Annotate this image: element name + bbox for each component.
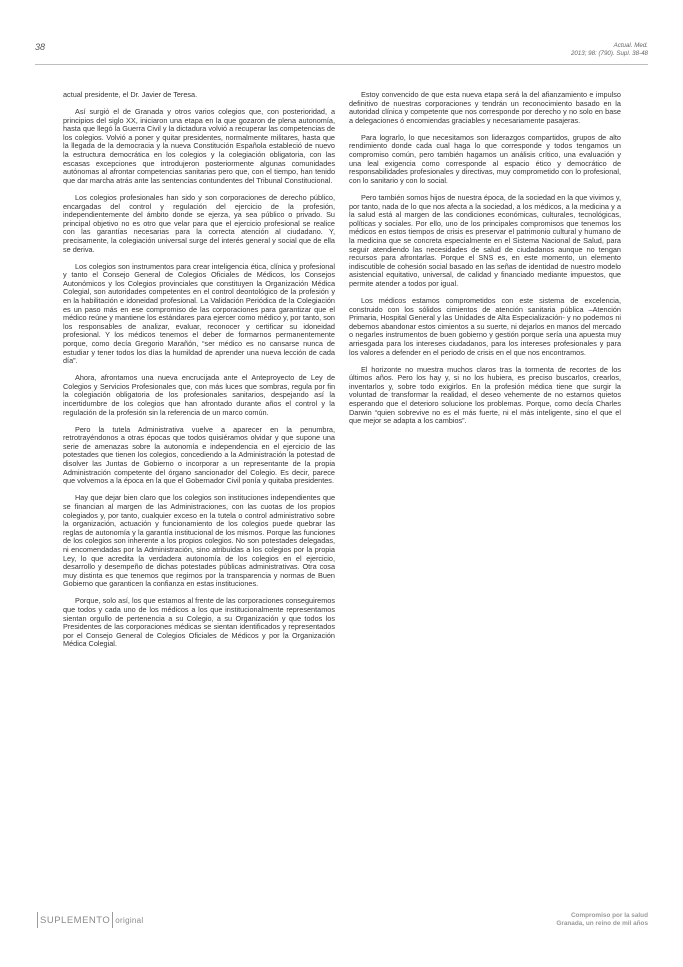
- paragraph: Porque, solo así, los que estamos al frente de las corporaciones conseguiremos que todos y cada uno de los médicos a los que institucionalmente representamos sientan orgullo de pertenencia a su Colegio, a su Organización y que todos los Presidentes de las corporaciones médicas se sientan identificados y representados por el Consejo General de Colegios Oficiales de Médicos y por la Organización Médica Colegial.: [63, 596, 335, 649]
- paragraph: Así surgió el de Granada y otros varios colegios que, con posterioridad, a principios del siglo XX, iniciaron una etapa en la que gozaron de plena autonomía, hasta que llegó la Guerra Civil y la dictadura volvió a recuperar las competencias de los colegios. Volvió a poner y quitar presidentes, normalmente militares, hasta que la llegada de la democracia y la nueva Constitución Española estableció de nuevo la estructura democrática en los colegios y la colegiación obligatoria, con las escasas excepciones que introdujeron posteriormente algunas comunidades autónomas al afrontar competencias sanitarias pero que, con el tiempo, han tenido que dar marcha atrás ante las sentencias contundentes del Tribunal Constitucional.: [63, 107, 335, 185]
- article-body: [63, 91, 621, 921]
- footer-title-line1: Compromiso por la salud: [570, 912, 648, 919]
- footer-title: [556, 912, 648, 929]
- paragraph: Los médicos estamos comprometidos con este sistema de excelencia, construido con los sólidos cimientos de atención sanitaria pública –Atención Primaria, Hospital General y las Unidades de Alta Especialización- y no podemos ni debemos abandonar estos cimientos a su suerte, ni dejarlos en manos del mercado o negarles instrumentos de buen gobierno y gestión porque sería una apuesta muy arriesgada para los intereses ciudadanos, para los intereses profesionales y para los valores a defender en el periodo de crisis en el que nos encontramos.: [349, 295, 621, 357]
- divider-bar: [112, 912, 113, 928]
- paragraph: Pero también somos hijos de nuestra época, de la sociedad en la que vivimos y, por tanto, nada de lo que nos afecta a la sociedad, a los médicos, a la medicina y a la salud está al margen de las condiciones económicas, culturales, tecnológicas, políticas y sociales. Por ello, uno de los principales compromisos que tenemos los médicos en estos tiempos de crisis es preservar el patrimonio cultural y humano de la medicina que se concreta especialmente en el Sistema Nacional de Salud, para seguir atendiendo las necesidades de salud de ciudadanos aunque no tengan recursos para afrontarlas. Porque el SNS es, en este momento, un elemento indiscutible de cohesión social basado en las señas de identidad de nuestro modelo asistencial equitativo, universal, de calidad y financiado mediante impuestos, que permite atender a todos por igual.: [349, 192, 621, 288]
- journal-citation: [571, 42, 648, 58]
- footer-brand: [35, 912, 144, 928]
- paragraph: Pero la tutela Administrativa vuelve a aparecer en la penumbra, retrotrayéndonos a otras épocas que todos quisiéramos olvidar y que supone una serie de amenazas sobre la autonomía e independencia en el ejercicio de las potestades que tienen los colegios, concediendo a la Administración la potestad de disolver las Juntas de Gobierno o incorporar a un representante de la propia Administración competente del órgano sancionador del Colegio. Es decir, parece que volvemos a la época en la que el Gobernador Civil ponía y quitaba presidentes.: [63, 424, 335, 486]
- page-number: 38: [35, 42, 46, 52]
- column-right: [349, 91, 621, 921]
- supplement-label: SUPLEMENTO: [40, 914, 111, 926]
- footer-title-line2: Granada, un reino de mil años: [556, 920, 648, 928]
- paragraph: El horizonte no muestra muchos claros tras la tormenta de recortes de los últimos años. Pero los hay y, si no los hubiera, es preciso buscarlos, crearlos, inventarlos y, sobre todo exigirlos. En la profesión médica tiene que surgir la voluntad de transformar la realidad, el deseo vehemente de no estarnos quietos esperando que el deterioro solucione los problemas. Porque, como decía Charles Darwin “quien sobrevive no es el más fuerte, ni el más inteligente, sino el que el que mejor se adapta a los cambios”.: [349, 364, 621, 426]
- paragraph: Los colegios profesionales han sido y son corporaciones de derecho público, encargadas del control y regulación del ejercicio de la profesión, independientemente del ámbito donde se ejerza, ya sea público o privado. Su principal objetivo no es otro que velar para que el ejercicio profesional se realice con las garantías necesarias para la correcta atención al ciudadano. Y, precisamente, la colegiación universal surge del interés general y social que de ella se deriva.: [63, 192, 335, 254]
- paragraph: Los colegios son instrumentos para crear inteligencia ética, clínica y profesional y tanto el Consejo General de Colegios Oficiales de Médicos, los Consejos Autonómicos y los Colegios provinciales que constituyen la Organización Médica Colegial, son autoridades competentes en el control deontológico de la profesión y en la habilitación e idoneidad profesional. La Validación Periódica de la Colegiación es un paso más en ese compromiso de las corporaciones para garantizar que el médico reúne y mantiene los estándares para ejercer como médico y, por tanto, son los responsables de analizar, evaluar, reconocer y certificar su idoneidad profesional. Y los médicos tenemos el deber de formarnos permanentemente porque, como decía Gregorio Marañón, “ser médico es no cansarse nunca de estudiar y tener todos los días la humildad de aprender una nueva lección de cada día”.: [63, 261, 335, 366]
- section-label: original: [115, 915, 144, 925]
- paragraph: Hay que dejar bien claro que los colegios son instituciones independientes que se financian al margen de las Administraciones, con las cuotas de los propios colegiados y, por tanto, cualquier exceso en la tutela o control administrativo sobre la organización, actuación y funcionamiento de los colegios puede quebrar las reglas de autonomía y la garantía institucional de los mismos. Porque las funciones de los colegios son inherente a los propios colegios. No son potestades delegadas, ni encomendadas por la Administración, sino atribuidas a los colegios por la propia Ley, lo que acredita la verdadera autonomía de los colegios en el ejercicio, desarrollo y desempeño de dichas potestades públicas administrativas. Otra cosa muy distinta es que tenemos que regirnos por la transparencia y normas de Buen Gobierno que garanticen la confianza en estas instituciones.: [63, 493, 335, 589]
- column-left: [63, 91, 335, 921]
- paragraph: Ahora, afrontamos una nueva encrucijada ante el Anteproyecto de Ley de Colegios y Servicios Profesionales que, con más luces que sombras, regula por fin la colegiación obligatoria de los profesionales sanitarios, despejando así la incertidumbre de los colegios que han afrontado durante años el control y la regulación de la profesión sin la referencia de un marco común.: [63, 373, 335, 417]
- paragraph: Estoy convencido de que esta nueva etapa será la del afianzamiento e impulso definitivo de nuestras corporaciones y tendrán un reconocimiento basado en la autoridad clínica y competente que nos corresponde por derecho y no solo en base a delegaciones ó encomiendas graciables y necesariamente pasajeras.: [349, 90, 621, 125]
- divider-bar: [37, 912, 38, 928]
- header-divider: [35, 64, 648, 65]
- journal-name: Actual. Med.: [613, 42, 648, 49]
- journal-volume: 2013; 98: (790). Supl. 38-48: [570, 49, 648, 57]
- paragraph: Para lograrlo, lo que necesitamos son liderazgos compartidos, grupos de alto rendimiento donde cada cual haga lo que corresponde y todos tengamos un compromiso común, pero también hagamos un análisis crítico, una evaluación y una leal exigencia como corresponde al espacio ético y democrático de responsabilidades profesionales y directivas, muy comprometido con lo profesional, con lo sanitario y con lo social.: [349, 132, 621, 185]
- paragraph: actual presidente, el Dr. Javier de Teresa.: [63, 90, 198, 99]
